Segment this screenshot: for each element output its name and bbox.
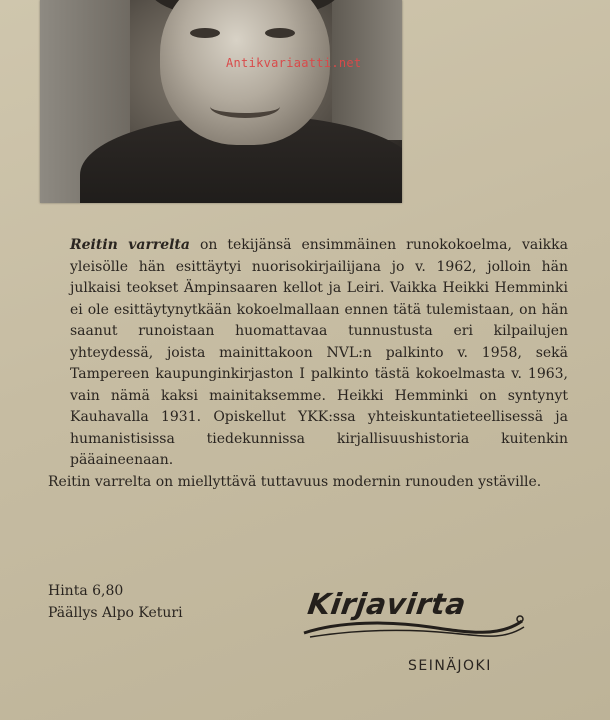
- portrait-smile: [210, 95, 280, 118]
- blurb-paragraph-1: [48, 235, 568, 472]
- book-title-italic: Reitin varrelta: [70, 237, 190, 253]
- price: Hinta 6,80: [48, 583, 124, 599]
- publisher-city: SEINÄJOKI: [408, 658, 492, 674]
- blurb-text: [48, 235, 568, 493]
- portrait-eye-right: [265, 28, 295, 38]
- publisher-logo: [300, 587, 530, 647]
- portrait-face: [160, 0, 330, 145]
- blurb-paragraph-2: Reitin varrelta on miellyttävä tuttavuus modernin runouden ystäville.: [48, 473, 542, 490]
- publisher-logo-text: Kirjavirta: [305, 587, 469, 621]
- portrait-eye-left: [190, 28, 220, 38]
- logo-swash-icon: [300, 615, 530, 643]
- portrait-background-right: [332, 0, 402, 140]
- paragraph-1-text: on tekijänsä ensimmäinen runokokoelma, vaikka yleisölle hän esittäytyi nuorisokirjailijana jo v. 1962, jolloin hän julkaisi teokset Ämpinsaaren kellot ja Leiri. Vaikka Heikki Hemminki ei ole esittäytynytkään kokoelmallaan ennen tätä tulemistaan, on hän saanut runoistaan huomattavaa tunnustusta eri kilpailujen yhteydessä, joista mainittakoon NVL:n palkinto v. 1958, sekä Tampereen kaupunginkirjaston I palkinto tästä kokoelmasta v. 1963, vain nämä kaksi mainitaksemme. Heikki Hemminki on syntynyt Kauhavalla 1931. Opiskellut YKK:ssa yhteiskuntatieteellisessä ja humanistisissa tiedekunnissa kirjallisuushistoria kuitenkin pääaineenaan.: [70, 237, 568, 468]
- watermark: Antikvariaatti.net: [226, 56, 362, 70]
- author-portrait: [40, 0, 402, 203]
- cover-credit: Päällys Alpo Keturi: [48, 604, 183, 621]
- price-and-credit: [48, 581, 183, 624]
